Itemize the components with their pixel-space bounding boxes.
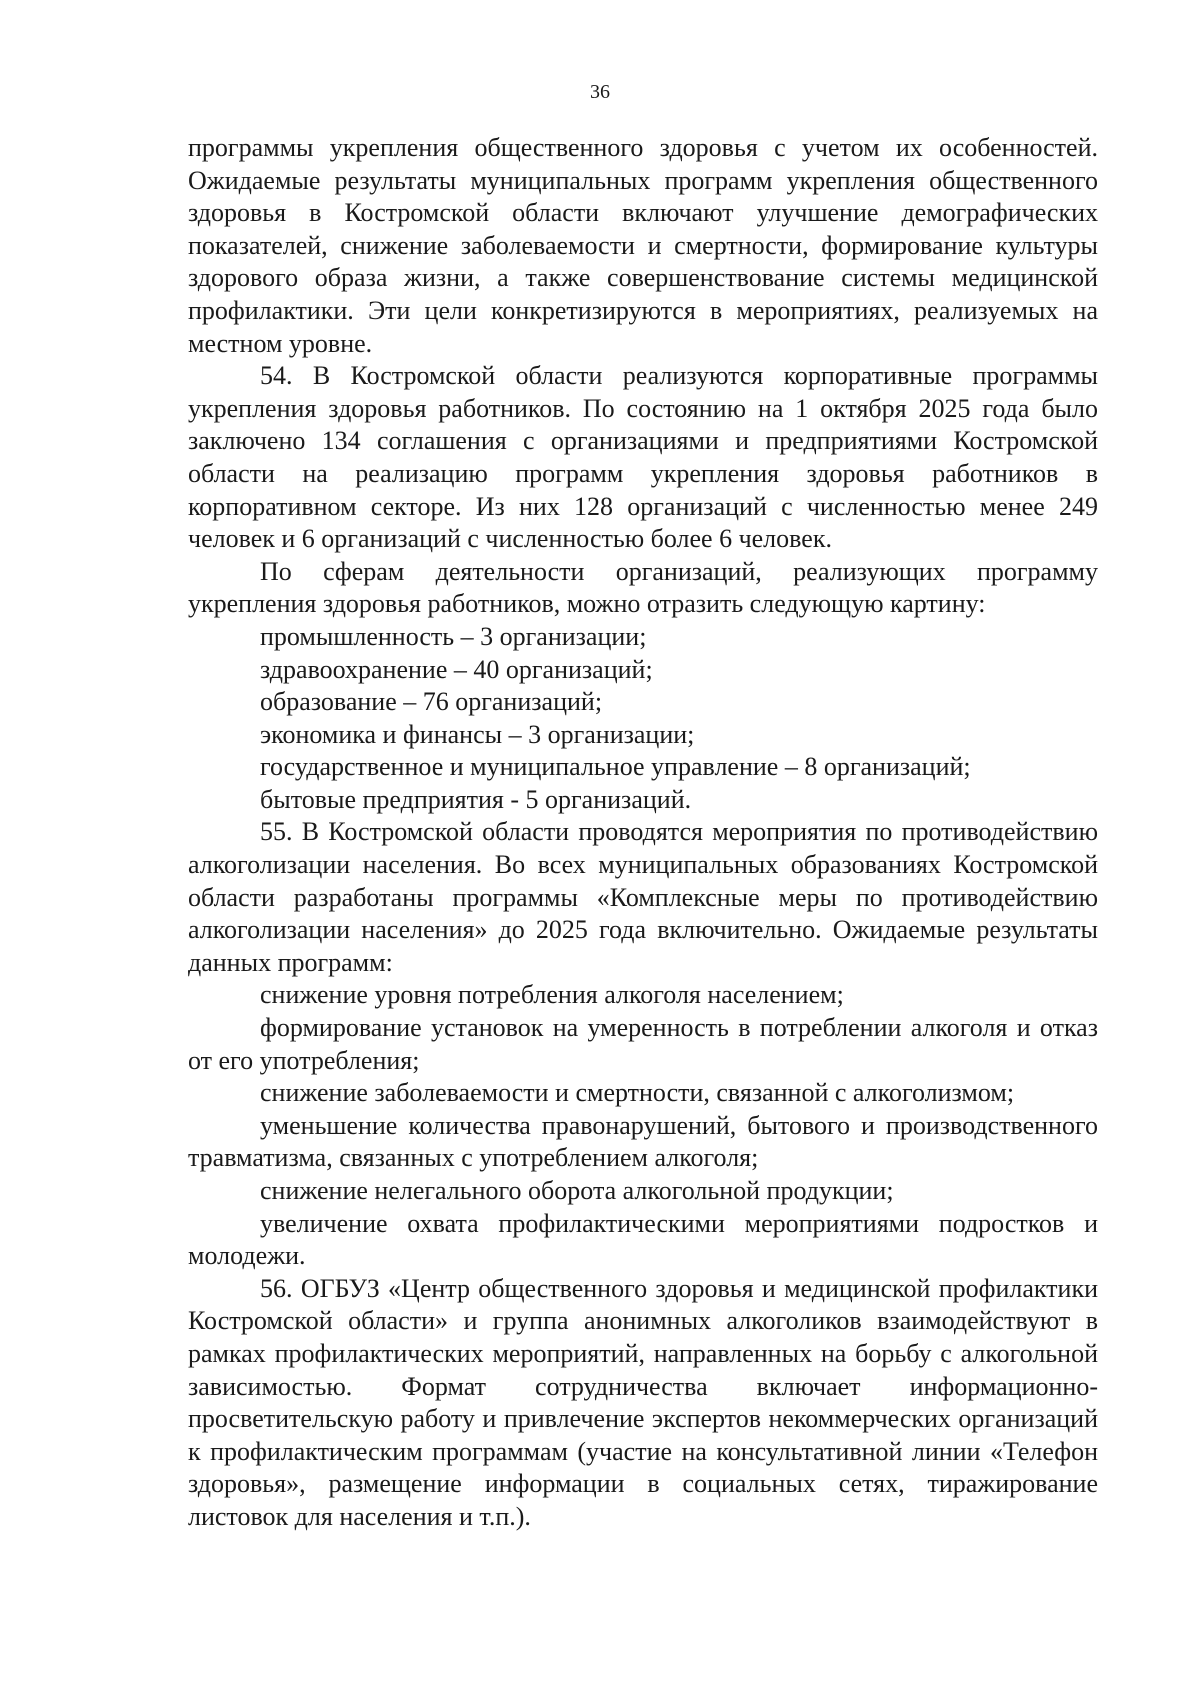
list-item-healthcare: здравоохранение – 40 организаций; [260,654,653,684]
paragraph-54: 54. В Костромской области реализуются корпоративные программы укрепления здоровья работников. По состоянию на 1 октября 2025 года было заключено 134 соглашения с организациями и предприятиями Костромской области на реализацию программ укрепления здоровья работников в корпоративном секторе. Из них 128 организаций с численностью менее 249 человек и 6 организаций с численностью более 6 человек. [188,361,1098,554]
result-item-moderation: формирование установок на умеренность в потреблении алкоголя и отказ от его употребления; [188,1013,1098,1075]
paragraph-56: 56. ОГБУЗ «Центр общественного здоровья и медицинской профилактики Костромской области» и группа анонимных алкоголиков взаимодействуют в рамках профилактических мероприятий, направленных на борьбу с алкогольной зависимостью. Формат сотрудничества включает информационно-просветительскую работу и привлечение экспертов некоммерческих организаций к профилактическим программам (участие на консультативной линии «Телефон здоровья», размещение информации в социальных сетях, тиражирование листовок для населения и т.п.). [188,1273,1098,1531]
paragraph-55: 55. В Костромской области проводятся мероприятия по противодействию алкоголизации населения. Во всех муниципальных образованиях Костромской области разработаны программы «Комплексные меры по противодействию алкоголизации населения» до 2025 года включительно. Ожидаемые результаты данных программ: [188,817,1098,977]
paragraph-continuation: программы укрепления общественного здоровья с учетом их особенностей. Ожидаемые результаты муниципальных программ укрепления общественного здоровья в Костромской области включают улучшение демографических показателей, снижение заболеваемости и смертности, формирование культуры здорового образа жизни, а также совершенствование системы медицинской профилактики. Эти цели конкретизируются в мероприятиях, реализуемых на местном уровне. [188,133,1098,358]
result-item-consumption: снижение уровня потребления алкоголя населением; [260,980,844,1010]
document-body [188,132,1098,1534]
list-item-education: образование – 76 организаций; [260,687,603,717]
list-item-industry: промышленность – 3 организации; [260,621,647,651]
result-item-youth-coverage: увеличение охвата профилактическими мероприятиями подростков и молодежи. [188,1208,1098,1271]
list-item-household: бытовые предприятия - 5 организаций. [260,784,692,814]
page-number: 36 [590,81,610,103]
list-item-government: государственное и муниципальное управление – 8 организаций; [260,752,971,782]
paragraph-spheres-intro: По сферам деятельности организаций, реализующих программу укрепления здоровья работников, можно отразить следующую картину: [188,556,1098,619]
result-item-illegal-trade: снижение нелегального оборота алкогольной продукции; [260,1176,894,1205]
list-item-economics: экономика и финансы – 3 организации; [260,719,695,749]
result-item-offenses: уменьшение количества правонарушений, бытового и производственного травматизма, связанных с употреблением алкоголя; [188,1110,1098,1173]
result-item-morbidity: снижение заболеваемости и смертности, связанной с алкоголизмом; [260,1078,1015,1108]
